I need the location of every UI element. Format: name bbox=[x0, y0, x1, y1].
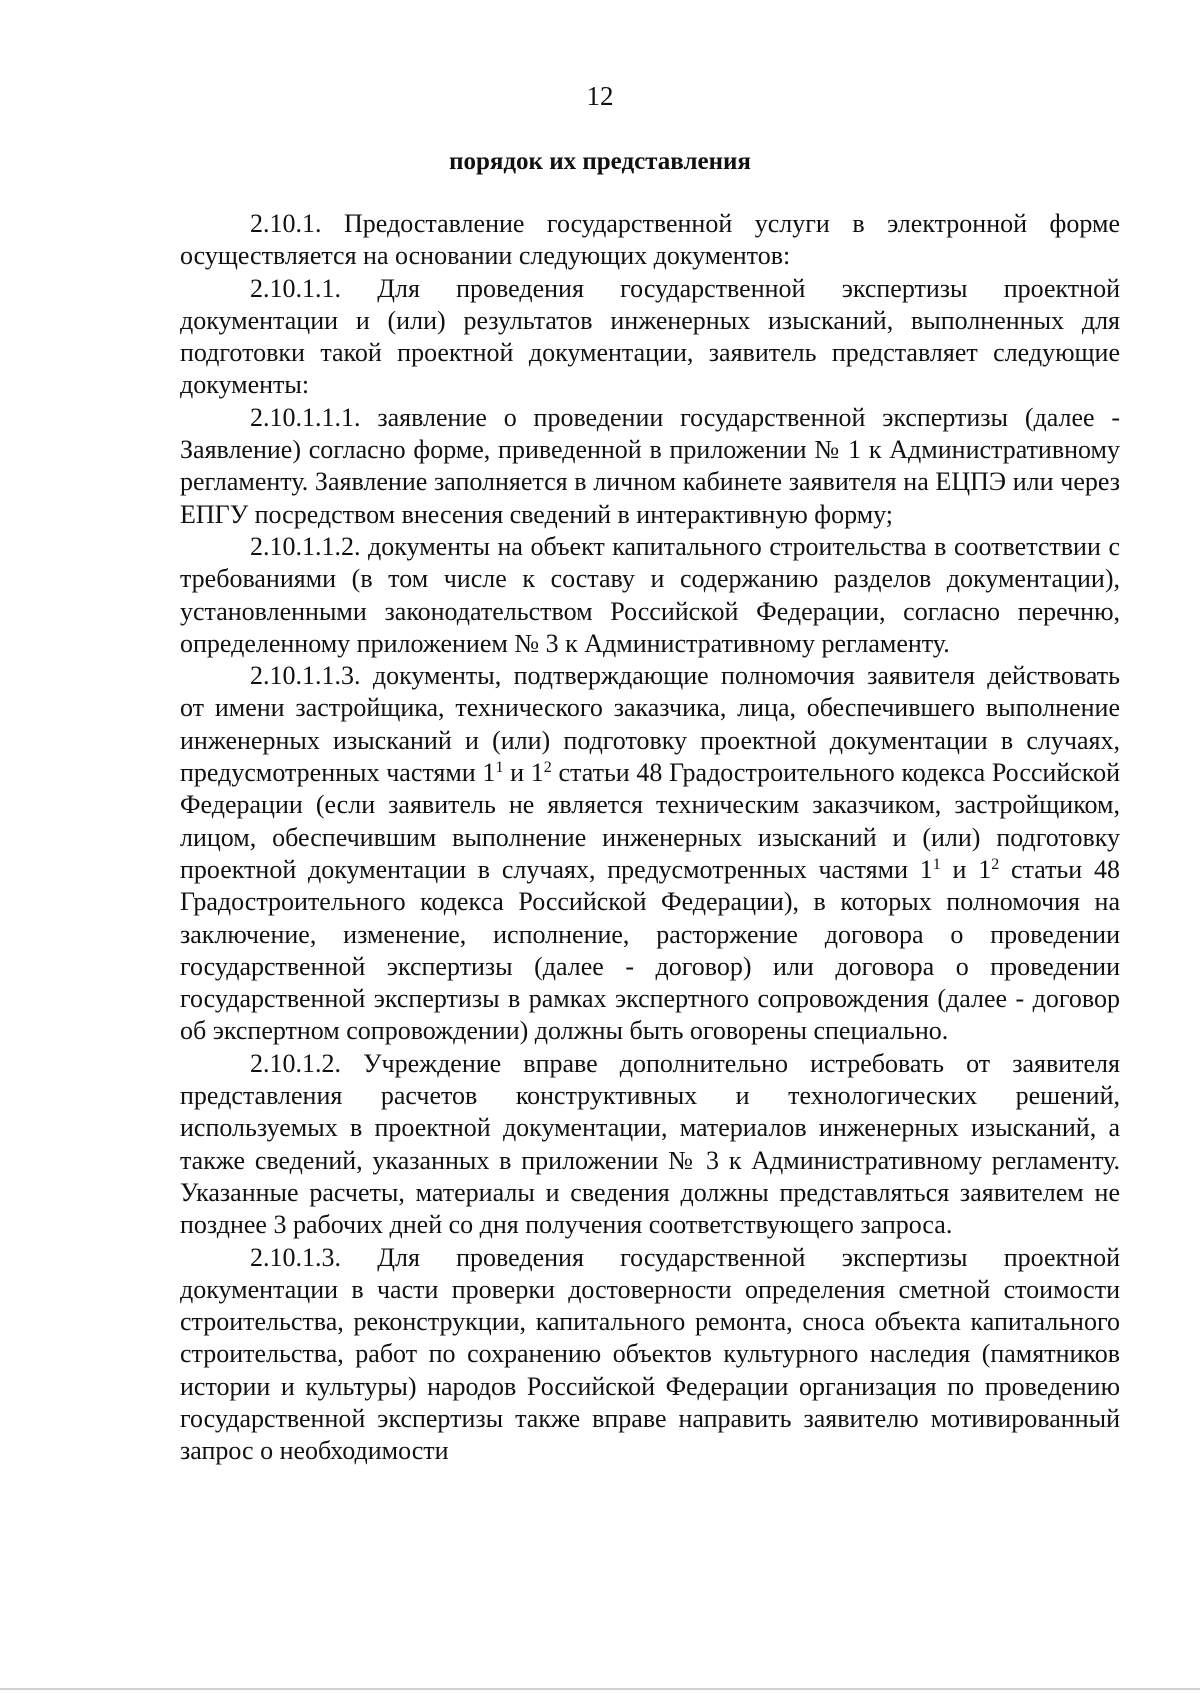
paragraph-2-10-1-1-2: 2.10.1.1.2. документы на объект капитального строительства в соответствии с требованиями (в том числе к составу и содержанию разделов документации), установленными законодательством Российской Федерации, согласно перечню, определенному приложением № 3 к Административному регламенту. bbox=[180, 531, 1120, 658]
paragraph-2-10-1-1-3 bbox=[180, 660, 1120, 1048]
paragraph-2-10-1-1-3-part-2: и 1 bbox=[503, 758, 544, 788]
superscript-3: 1 bbox=[932, 855, 941, 873]
section-heading: порядок их представления bbox=[449, 148, 751, 175]
superscript-2: 2 bbox=[543, 759, 552, 777]
superscript-4: 2 bbox=[991, 855, 1000, 873]
paragraph-2-10-1: 2.10.1. Предоставление государственной услуги в электронной форме осуществляется на основании следующих документов: bbox=[180, 209, 1120, 271]
document-body bbox=[180, 208, 1120, 1468]
paragraph-2-10-1-1-3-part-4: и 1 bbox=[940, 854, 992, 884]
page-number: 12 bbox=[586, 81, 614, 111]
superscript-1: 1 bbox=[495, 759, 504, 777]
paragraph-2-10-1-1: 2.10.1.1. Для проведения государственной экспертизы проектной документации и (или) результатов инженерных изысканий, выполненных для подготовки такой проектной документации, заявитель представляет следующие документы: bbox=[180, 273, 1120, 400]
paragraph-2-10-1-1-3-part-3: статьи 48 Градостроительного кодекса Российской Федерации (если заявитель не является техническим заказчиком, застройщиком, лицом, обеспечившим выполнение инженерных изысканий и (или) подготовку проектной документации в случаях, предусмотренных частями 1 bbox=[180, 758, 1120, 884]
paragraph-2-10-1-3: 2.10.1.3. Для проведения государственной экспертизы проектной документации в части проверки достоверности определения сметной стоимости строительства, реконструкции, капитального ремонта, сноса объекта капитального строительства, работ по сохранению объектов культурного наследия (памятников истории и культуры) народов Российской Федерации организация по проведению государственной экспертизы также вправе направить заявителю мотивированный запрос о необходимости bbox=[180, 1242, 1120, 1466]
paragraph-2-10-1-1-3-part-1: 2.10.1.1.3. документы, подтверждающие полномочия заявителя действовать от имени застройщика, технического заказчика, лица, обеспечившего выполнение инженерных изысканий и (или) подготовку проектной документации в случаях, предусмотренных частями 1 bbox=[180, 661, 1120, 788]
paragraph-2-10-1-1-1: 2.10.1.1.1. заявление о проведении государственной экспертизы (далее - Заявление) согласно форме, приведенной в приложении № 1 к Административному регламенту. Заявление заполняется в личном кабинете заявителя на ЕЦПЭ или через ЕПГУ посредством внесения сведений в интерактивную форму; bbox=[180, 402, 1120, 529]
bottom-scan-edge bbox=[0, 1688, 1200, 1690]
paragraph-2-10-1-1-3-part-5: статьи 48 Градостроительного кодекса Российской Федерации), в которых полномочия на заключение, изменение, исполнение, расторжение договора о проведении государственной экспертизы (далее - договор) или договора о проведении государственной экспертизы в рамках экспертного сопровождения (далее - договор об экспертном сопровождении) должны быть оговорены специально. bbox=[180, 854, 1120, 1046]
paragraph-2-10-1-2: 2.10.1.2. Учреждение вправе дополнительно истребовать от заявителя представления расчетов конструктивных и технологических решений, используемых в проектной документации, материалов инженерных изысканий, а также сведений, указанных в приложении № 3 к Административному регламенту. Указанные расчеты, материалы и сведения должны представляться заявителем не позднее 3 рабочих дней со дня получения соответствующего запроса. bbox=[180, 1048, 1120, 1240]
